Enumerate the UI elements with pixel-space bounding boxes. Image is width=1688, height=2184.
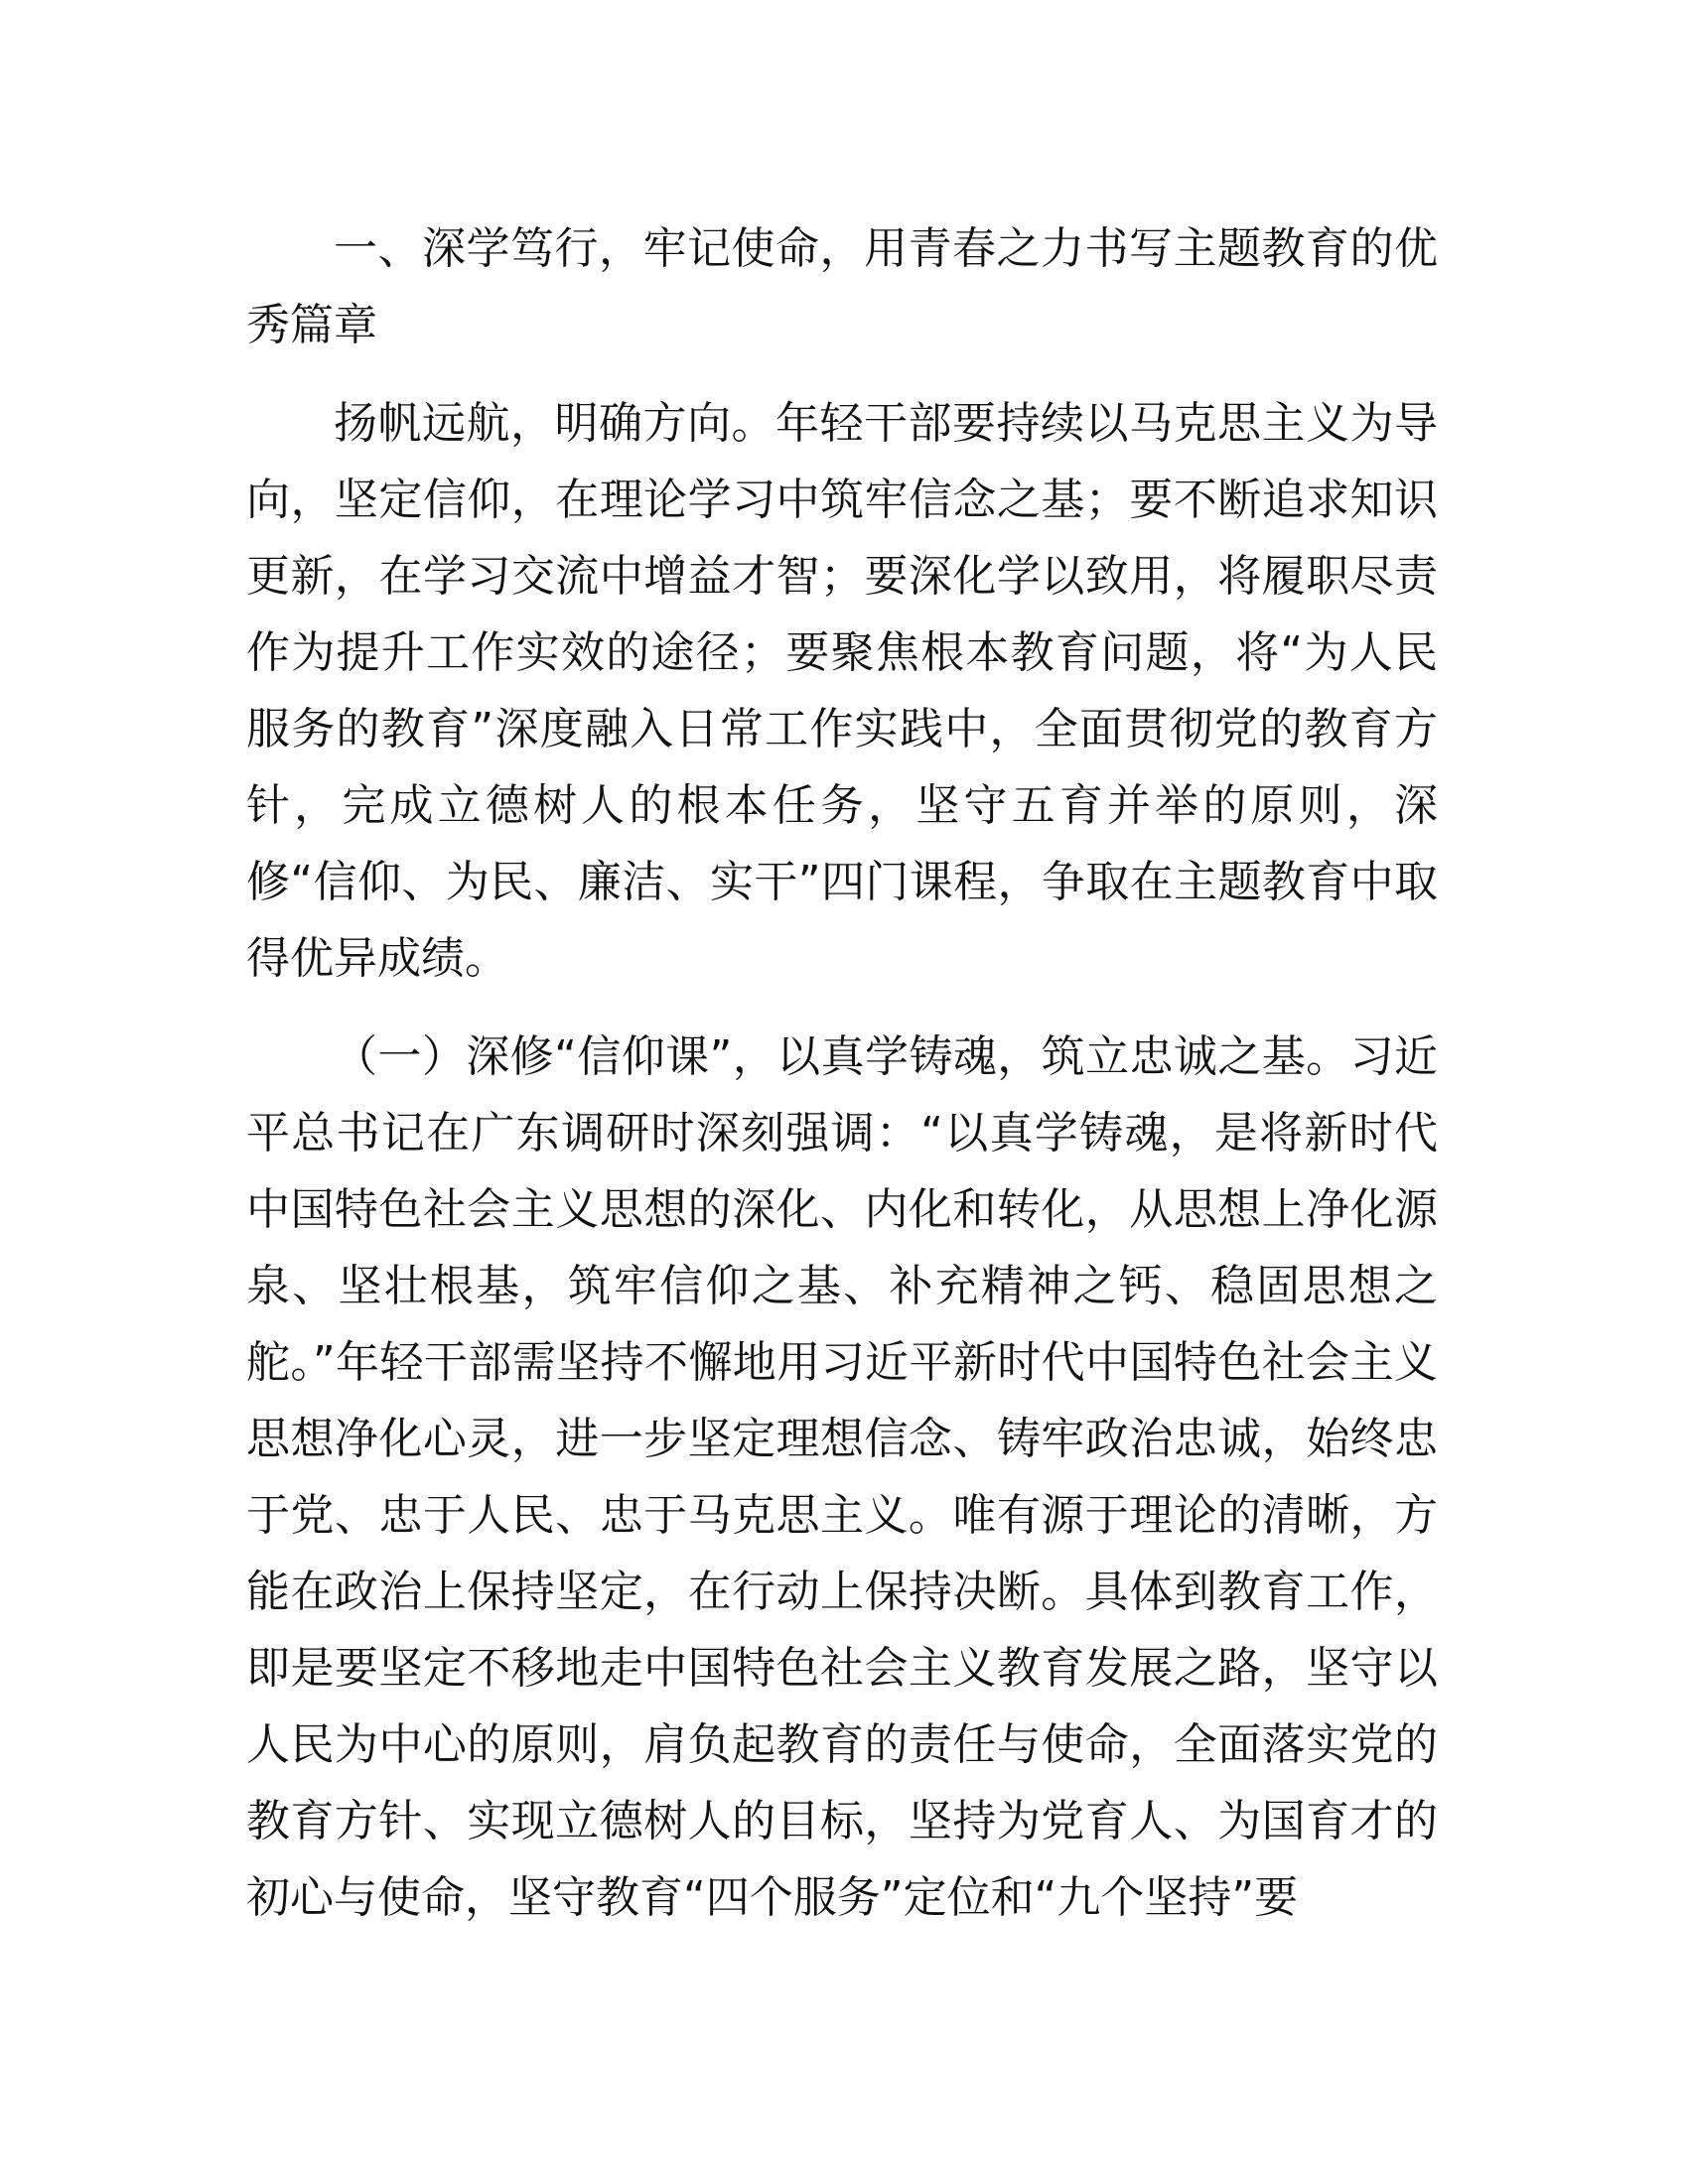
body-paragraph: 扬帆远航，明确方向。年轻干部要持续以马克思主义为导向，坚定信仰，在理论学习中筑牢信念之基；要不断追求知识更新，在学习交流中增益才智；要深化学以致用，将履职尽责作为提升工作实效的途径；要聚焦根本教育问题，将“为人民服务的教育”深度融入日常工作实践中，全面贯彻党的教育方针，完成立德树人的根本任务，坚守五育并举的原则，深修“信仰、为民、廉洁、实干”四门课程，争取在主题教育中取得优异成绩。 xyxy=(246,398,1438,984)
subsection-paragraph: （一）深修“信仰课”，以真学铸魂，筑立忠诚之基。习近平总书记在广东调研时深刻强调：“以真学铸魂，是将新时代中国特色社会主义思想的深化、内化和转化，从思想上净化源泉、坚壮根基，筑牢信仰之基、补充精神之钙、稳固思想之舵。”年轻干部需坚持不懈地用习近平新时代中国特色社会主义思想净化心灵，进一步坚定理想信念、铸牢政治忠诚，始终忠于党、忠于人民、忠于马克思主义。唯有源于理论的清晰，方能在政治上保持坚定，在行动上保持决断。具体到教育工作，即是要坚定不移地走中国特色社会主义教育发展之路，坚守以人民为中心的原则，肩负起教育的责任与使命，全面落实党的教育方针、实现立德树人的目标，坚持为党育人、为国育才的初心与使命，坚守教育“四个服务”定位和“九个坚持”要 xyxy=(246,1031,1438,1923)
document-body xyxy=(246,210,1438,1936)
section-heading: 一、深学笃行，牢记使命，用青春之力书写主题教育的优秀篇章 xyxy=(246,223,1438,350)
